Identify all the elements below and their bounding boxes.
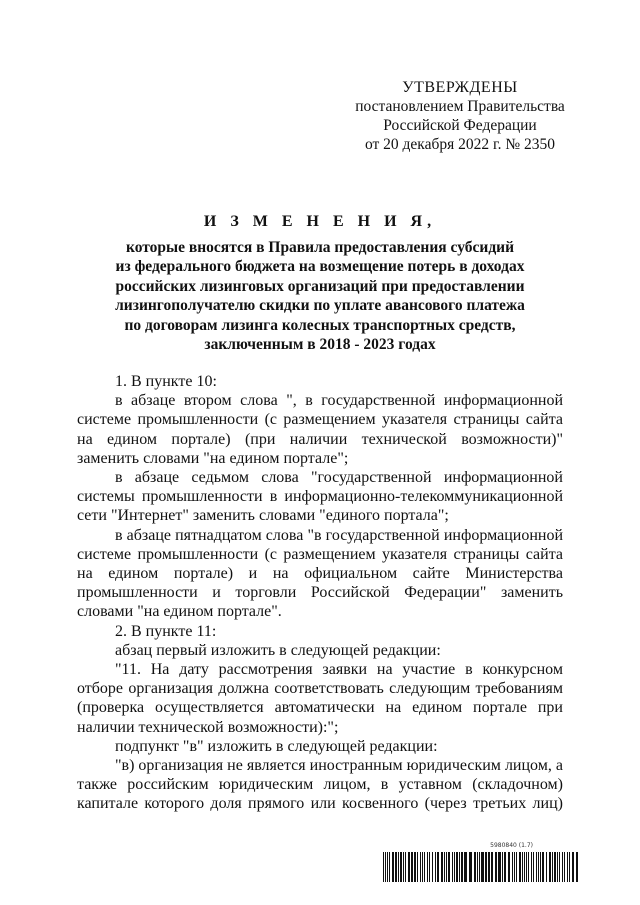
title-line-4: лизингополучателю скидки по уплате авансового платежа (115, 297, 525, 315)
paragraph-amend-4: абзац первый изложить в следующей редакции: (115, 641, 441, 659)
approval-line-2: Российской Федерации (383, 117, 537, 134)
approval-stamp (330, 78, 590, 154)
document-title: И З М Е Н Е Н И Я, (203, 213, 437, 230)
title-line-2: из федерального бюджета на возмещение потерь в доходах (115, 258, 525, 276)
barcode-number: 5980840 (1.7) (490, 842, 533, 849)
paragraph-item-2: 2. В пункте 11: (115, 622, 217, 640)
document-body (77, 372, 563, 814)
paragraph-amend-2: в абзаце седьмом слова "государственной информационной системы промышленности в информационно-телекоммуникационной сети "Интернет" заменить словами "единого портала"; (77, 469, 563, 525)
document-title-block (90, 211, 550, 354)
paragraph-quote-11: "11. На дату рассмотрения заявки на участие в конкурсном отборе организация должна соответствовать следующим требованиям (проверка осуществляется автоматически на едином портале при наличии технической возможности):"; (77, 661, 563, 736)
barcode-bars-icon (383, 852, 581, 882)
paragraph-amend-3: в абзаце пятнадцатом слова "в государственной информационной системе промышленности (с размещением указателя страницы сайта на едином портале) и на официальном сайте Министерства промышленности и торговли Российской Федерации" заменить словами "на едином портале". (77, 526, 563, 621)
paragraph-quote-v: "в) организация не является иностранным юридическим лицом, а также российским юридическим лицом, в уставном (складочном) капитале которого доля прямого или косвенного (через третьих лиц) (77, 757, 563, 813)
paragraph-amend-1: в абзаце втором слова ", в государственной информационной системе промышленности (с размещением указателя страницы сайта на едином портале) (при наличии технической возможности)" заменить словами "на едином портале"; (77, 392, 563, 467)
approval-date: от 20 декабря 2022 г. № 2350 (364, 136, 556, 153)
paragraph-amend-5: подпункт "в" изложить в следующей редакции: (115, 737, 438, 755)
paragraph-item-1: 1. В пункте 10: (115, 373, 217, 390)
title-line-6: заключенным в 2018 - 2023 годах (204, 336, 436, 354)
title-line-1: которые вносятся в Правила предоставления субсидий (125, 239, 515, 256)
title-line-3: российских лизинговых организаций при предоставлении (115, 277, 525, 295)
approval-line-1: постановлением Правительства (355, 98, 565, 115)
approval-heading: УТВЕРЖДЕНЫ (402, 79, 518, 96)
barcode (383, 842, 581, 884)
title-line-5: по договорам лизинга колесных транспортных средств, (124, 316, 516, 334)
